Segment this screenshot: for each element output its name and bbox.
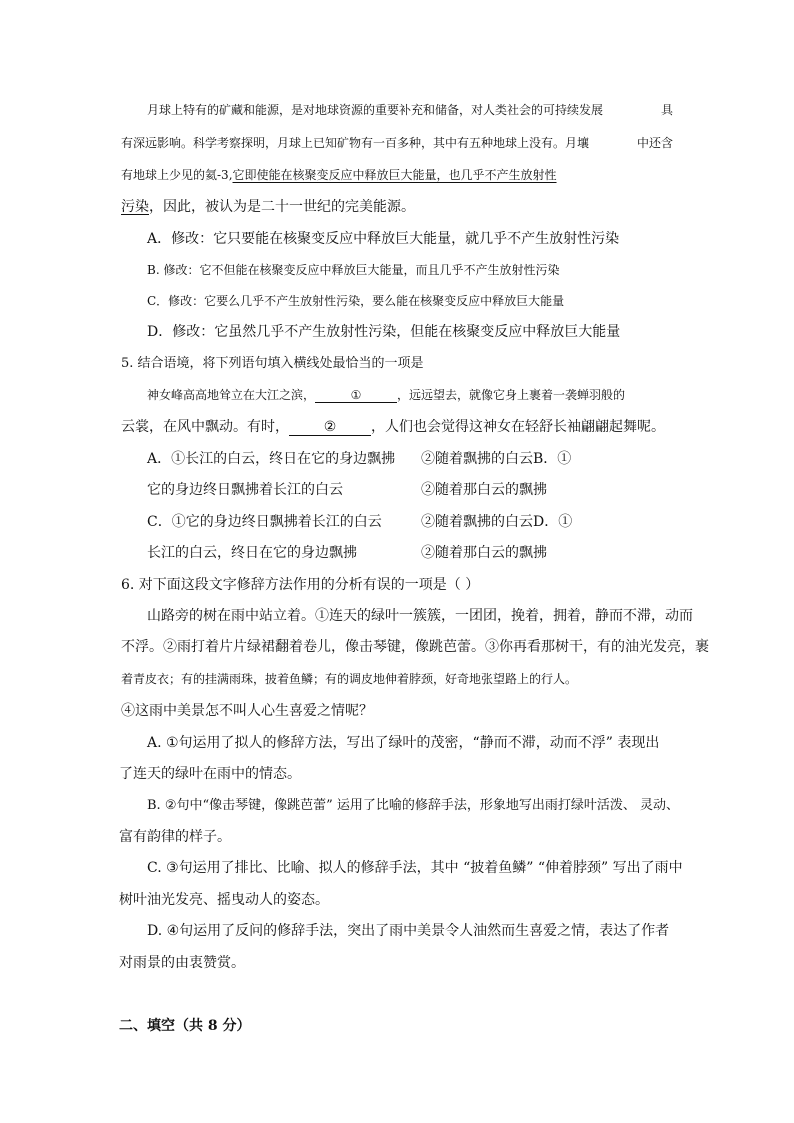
passage4-line4 (121, 200, 415, 214)
q5-passage-line2-rest: ，人们也会觉得这神女在轻舒长袖翩翩起舞呢。 (371, 419, 665, 435)
q5-option-a-part2: ②随着飘拂的白云B．① (421, 451, 572, 467)
q6-option-d-line2: 对雨景的由衷赞赏。 (119, 955, 245, 971)
passage4-line1 (147, 104, 603, 116)
q5-option-c-part2: ②随着飘拂的白云D．① (421, 514, 573, 530)
q6-option-a-line2: 了连天的绿叶在雨中的情态。 (119, 766, 301, 782)
q6-option-c-line1: C. ③句运用了排比、比喻、拟人的修辞手法，其中 “披着鱼鳞” “伸着脖颈” 写出了雨中 (147, 860, 683, 876)
q6-passage-line2: 不浮。②雨打着片片绿裙翻着卷儿，像击琴键，像跳芭蕾。③你再看那树干，有的油光发亮，裹 (121, 639, 709, 655)
q5-passage-line2 (121, 420, 665, 436)
q6-option-c-line2: 树叶油光发亮、摇曳动人的姿态。 (119, 892, 329, 908)
q4-option-c: C．修改：它要么几乎不产生放射性污染，要么能在核聚变反应中释放巨大能量 (147, 294, 565, 308)
q6-option-a-line1: A. ①句运用了拟人的修辞方法，写出了绿叶的茂密，“静而不滞，动而不浮” 表现出 (147, 735, 660, 751)
q6-option-b-line1: B. ②句中“像击琴键，像跳芭蕾” 运用了比喻的修辞手法，形象地写出雨打绿叶活泼、 灵动、 (147, 798, 680, 813)
section-2-heading: 二、填空（共 8 分） (119, 1018, 251, 1034)
passage4-underlined-end: 污染 (121, 199, 149, 215)
q6-stem: 6. 对下面这段文字修辞方法作用的分析有误的一项是（ ） (121, 577, 480, 593)
q5-blank-2: ② (289, 420, 371, 436)
q5-stem: 5. 结合语境，将下列语句填入横线处最恰当的一项是 (121, 356, 424, 371)
passage4-line2: 有深远影响。科学考察探明，月球上已知矿物有一百多种，其中有五种地球上没有。月壤 (121, 136, 590, 150)
passage4-line2-tail: 中还含 (637, 136, 674, 150)
q6-passage-line3: 着青皮衣；有的挂满雨珠，披着鱼鳞；有的调皮地伸着脖颈，好奇地张望路上的行人。 (121, 672, 578, 686)
q5-option-d-part2: ②随着那白云的飘拂 (421, 545, 547, 561)
passage4-underlined-sentence: 它即使能在核聚变反应中释放巨大能量，也几乎不产生放射性 (232, 168, 557, 182)
q5-option-c-part1: C．①它的身边终日飘拂着长江的白云 (147, 514, 382, 530)
q5-option-d-part1: 长江的白云，终日在它的身边飘拂 (147, 545, 357, 561)
q4-option-d: D．修改：它虽然几乎不产生放射性污染，但能在核聚变反应中释放巨大能量 (147, 324, 621, 340)
q6-passage-line4: ④这雨中美景怎不叫人心生喜爱之情呢？ (121, 703, 373, 719)
q5-option-a-part1: A．①长江的白云，终日在它的身边飘拂 (147, 451, 396, 467)
q5-option-b-part1: 它的身边终日飘拂着长江的白云 (147, 482, 343, 498)
q5-passage-line2-lead: 云裳，在风中飘动。有时， (121, 419, 289, 435)
q6-passage-line1: 山路旁的树在雨中站立着。①连天的绿叶一簇簇，一团团，挽着，拥着，静而不滞，动而 (147, 608, 693, 624)
q5-passage-line1 (147, 389, 625, 403)
q5-passage-line1-rest: ，远远望去，就像它身上裹着一袭蝉羽般的 (397, 388, 626, 402)
q5-blank-1: ① (315, 389, 397, 403)
passage4-line4-rest: ，因此，被认为是二十一世纪的完美能源。 (149, 199, 415, 215)
passage4-line1-tail: 具 (661, 103, 674, 117)
passage4-line3-lead: 有地球上少见的氦-3, (121, 168, 233, 182)
passage4-line3 (121, 169, 557, 181)
passage4-line1-text: 月球上特有的矿藏和能源，是对地球资源的重要补充和储备，对人类社会的可持续发展 (147, 103, 604, 117)
q6-option-d-line1: D. ④句运用了反问的修辞手法，突出了雨中美景令人油然而生喜爱之情，表达了作者 (147, 923, 670, 939)
q6-option-b-line2: 富有韵律的样子。 (119, 829, 231, 845)
q5-option-b-part2: ②随着那白云的飘拂 (421, 482, 547, 498)
q5-passage-line1-lead: 神女峰高高地耸立在大江之滨， (147, 388, 316, 402)
q4-option-a: A．修改：它只要能在核聚变反应中释放巨大能量，就几乎不产生放射性污染 (147, 231, 620, 247)
q4-option-b: B. 修改：它不但能在核聚变反应中释放巨大能量，而且几乎不产生放射性污染 (147, 263, 560, 277)
